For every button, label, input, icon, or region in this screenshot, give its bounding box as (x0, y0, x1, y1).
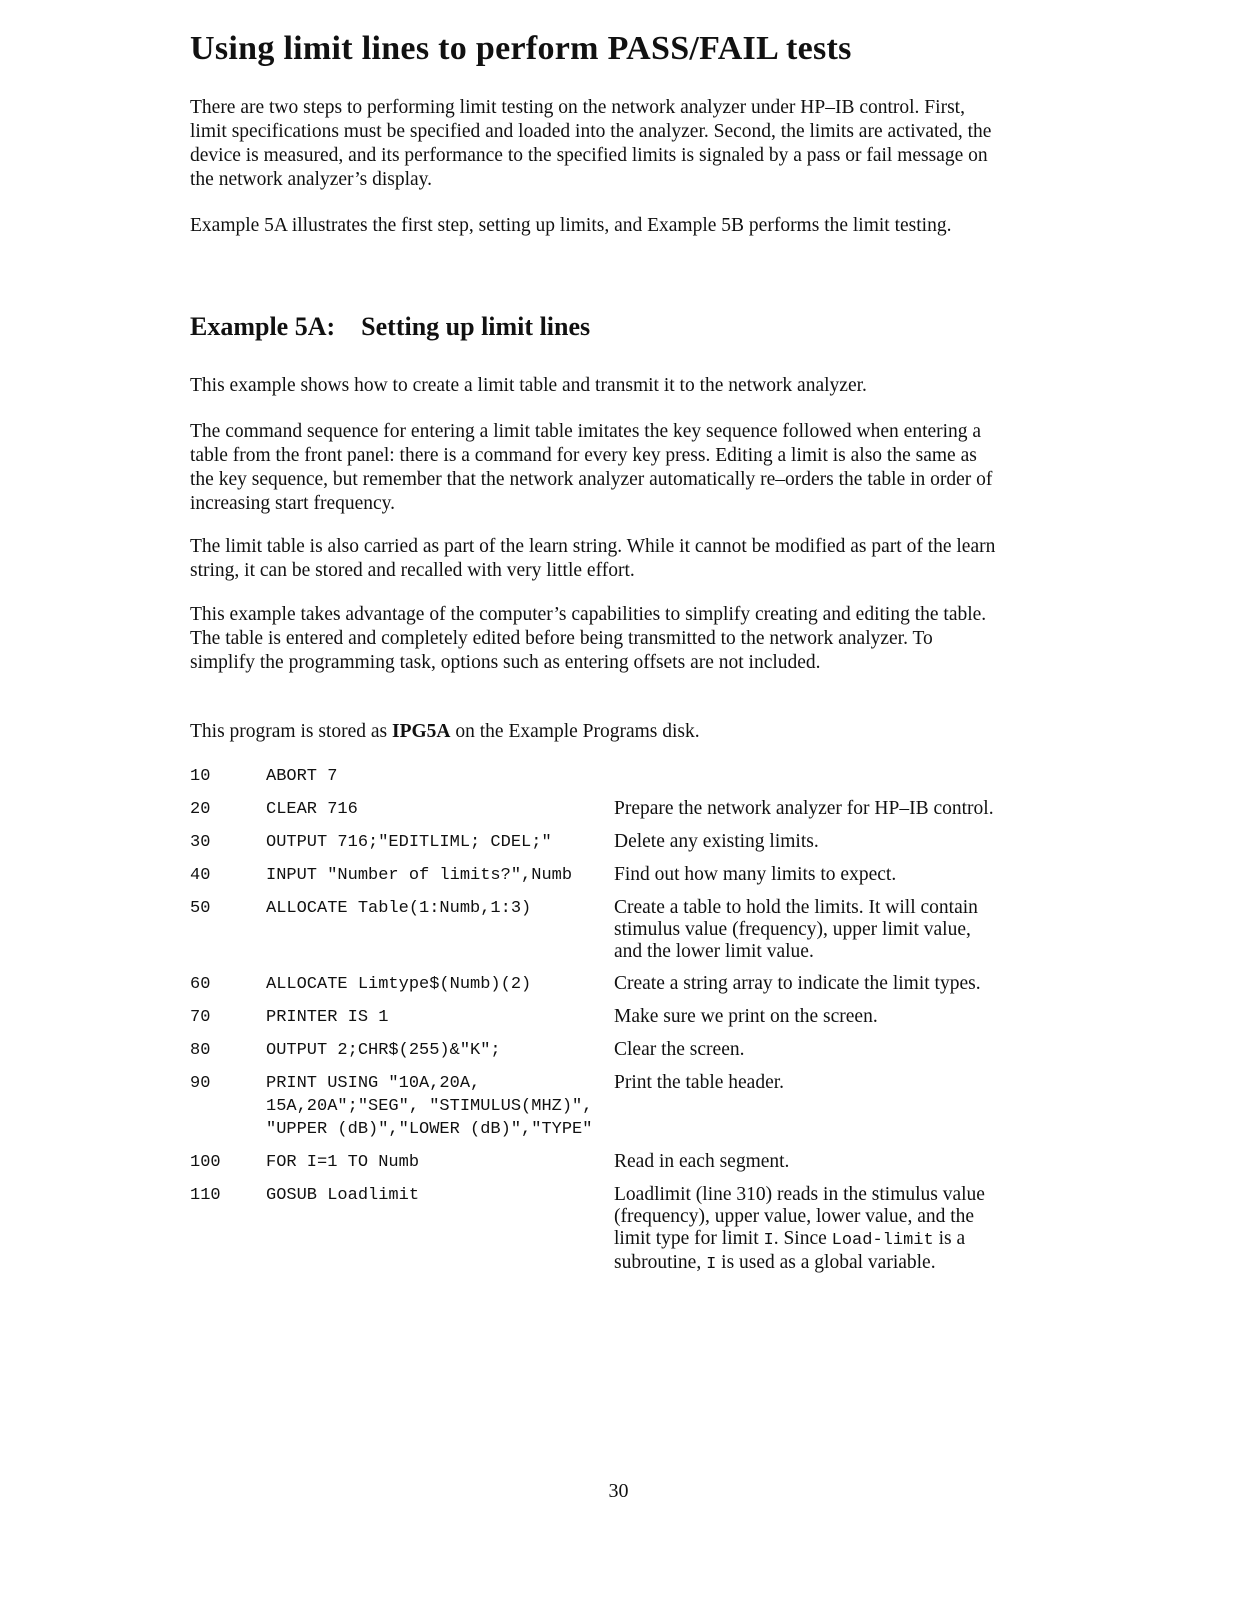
line-number: 80 (190, 1041, 211, 1060)
line-number: 60 (190, 975, 211, 994)
line-number: 110 (190, 1186, 221, 1205)
section-paragraph-2: The command sequence for entering a limit table imitates the key sequence followed when entering a table from the front panel: there is a command for every key press. Editing a limit is also the same as the key sequence, but remember that the network analyzer automatically re–orders the table in order of increasing start frequency. (190, 421, 993, 514)
code-statement: ABORT 7 (266, 767, 338, 786)
page-title: Using limit lines to perform PASS/FAIL tests (190, 30, 852, 67)
line-number: 20 (190, 800, 211, 819)
subroutine-name: Load-limit (831, 1231, 934, 1250)
listing-row (190, 798, 1020, 821)
listing-row (190, 1072, 1020, 1141)
code-statement: FOR I=1 TO Numb (266, 1153, 420, 1172)
comment-text: . Since (773, 1228, 832, 1249)
listing-row (190, 765, 1020, 788)
line-number: 10 (190, 767, 211, 786)
stored-program-note (190, 720, 1002, 744)
program-listing (190, 765, 1020, 1286)
code-statement: INPUT "Number of limits?",Numb (266, 866, 573, 885)
code-comment: Read in each segment. (614, 1151, 790, 1172)
line-number: 90 (190, 1074, 211, 1093)
code-statement: OUTPUT 716;"EDITLIML; CDEL;" (266, 833, 552, 852)
listing-row (190, 973, 1020, 996)
program-name: IPG5A (392, 721, 451, 742)
section-paragraph-4: This example takes advantage of the computer’s capabilities to simplify creating and editing the table. The table is entered and completely edited before being transmitted to the network analyzer. To simplify the programming task, options such as entering offsets are not included. (190, 604, 987, 673)
line-number: 70 (190, 1008, 211, 1027)
listing-row (190, 831, 1020, 854)
listing-row (190, 1184, 1020, 1276)
comment-text: Loadlimit (line 310) reads in the stimulus value (frequency), upper value, lower value, and the limit type for limit (614, 1184, 985, 1249)
section-paragraph-1: This example shows how to create a limit table and transmit it to the network analyzer. (190, 375, 867, 396)
listing-row (190, 1151, 1020, 1174)
intro-paragraph-2: Example 5A illustrates the first step, setting up limits, and Example 5B performs the limit testing. (190, 215, 952, 236)
code-comment: Create a table to hold the limits. It will contain stimulus value (frequency), upper limit value, and the lower limit value. (614, 897, 978, 962)
code-comment: Find out how many limits to expect. (614, 864, 897, 885)
comment-text: is used as a global variable. (716, 1252, 936, 1273)
variable-name: I (706, 1255, 717, 1274)
code-statement: OUTPUT 2;CHR$(255)&"K"; (266, 1041, 501, 1060)
listing-row (190, 864, 1020, 887)
line-number: 40 (190, 866, 211, 885)
stored-note-prefix: This program is stored as (190, 721, 393, 742)
listing-row (190, 897, 1020, 963)
listing-row (190, 1006, 1020, 1029)
section-paragraph-3: The limit table is also carried as part of the learn string. While it cannot be modified as part of the learn string, it can be stored and recalled with very little effort. (190, 536, 996, 581)
code-statement: GOSUB Loadlimit (266, 1186, 420, 1205)
code-comment (614, 1184, 999, 1276)
line-number: 100 (190, 1153, 221, 1172)
code-statement: CLEAR 716 (266, 800, 358, 819)
code-comment: Delete any existing limits. (614, 831, 819, 852)
comment-text: is a subroutine, (614, 1228, 966, 1273)
intro-paragraph-1: There are two steps to performing limit testing on the network analyzer under HP–IB control. First, limit specifications must be specified and loaded into the analyzer. Second, the limits are activated, the device is measured, and its performance to the specified limits is signaled by a pass or fail message on the network analyzer’s display. (190, 97, 992, 190)
code-comment: Create a string array to indicate the limit types. (614, 973, 981, 994)
code-statement: PRINT USING "10A,20A, 15A,20A";"SEG", "STIMULUS(MHZ)", "UPPER (dB)","LOWER (dB)","TYPE" (266, 1074, 593, 1139)
code-comment: Clear the screen. (614, 1039, 745, 1060)
line-number: 50 (190, 899, 211, 918)
code-statement: ALLOCATE Table(1:Numb,1:3) (266, 899, 532, 918)
stored-note-suffix: on the Example Programs disk. (450, 721, 700, 742)
code-statement: PRINTER IS 1 (266, 1008, 389, 1027)
section-heading: Example 5A: Setting up limit lines (190, 312, 591, 341)
listing-row (190, 1039, 1020, 1062)
variable-name: I (763, 1231, 774, 1250)
line-number: 30 (190, 833, 211, 852)
code-comment: Prepare the network analyzer for HP–IB control. (614, 798, 994, 819)
code-comment: Print the table header. (614, 1072, 785, 1093)
code-comment: Make sure we print on the screen. (614, 1006, 878, 1027)
page-number: 30 (608, 1480, 629, 1502)
code-statement: ALLOCATE Limtype$(Numb)(2) (266, 975, 532, 994)
